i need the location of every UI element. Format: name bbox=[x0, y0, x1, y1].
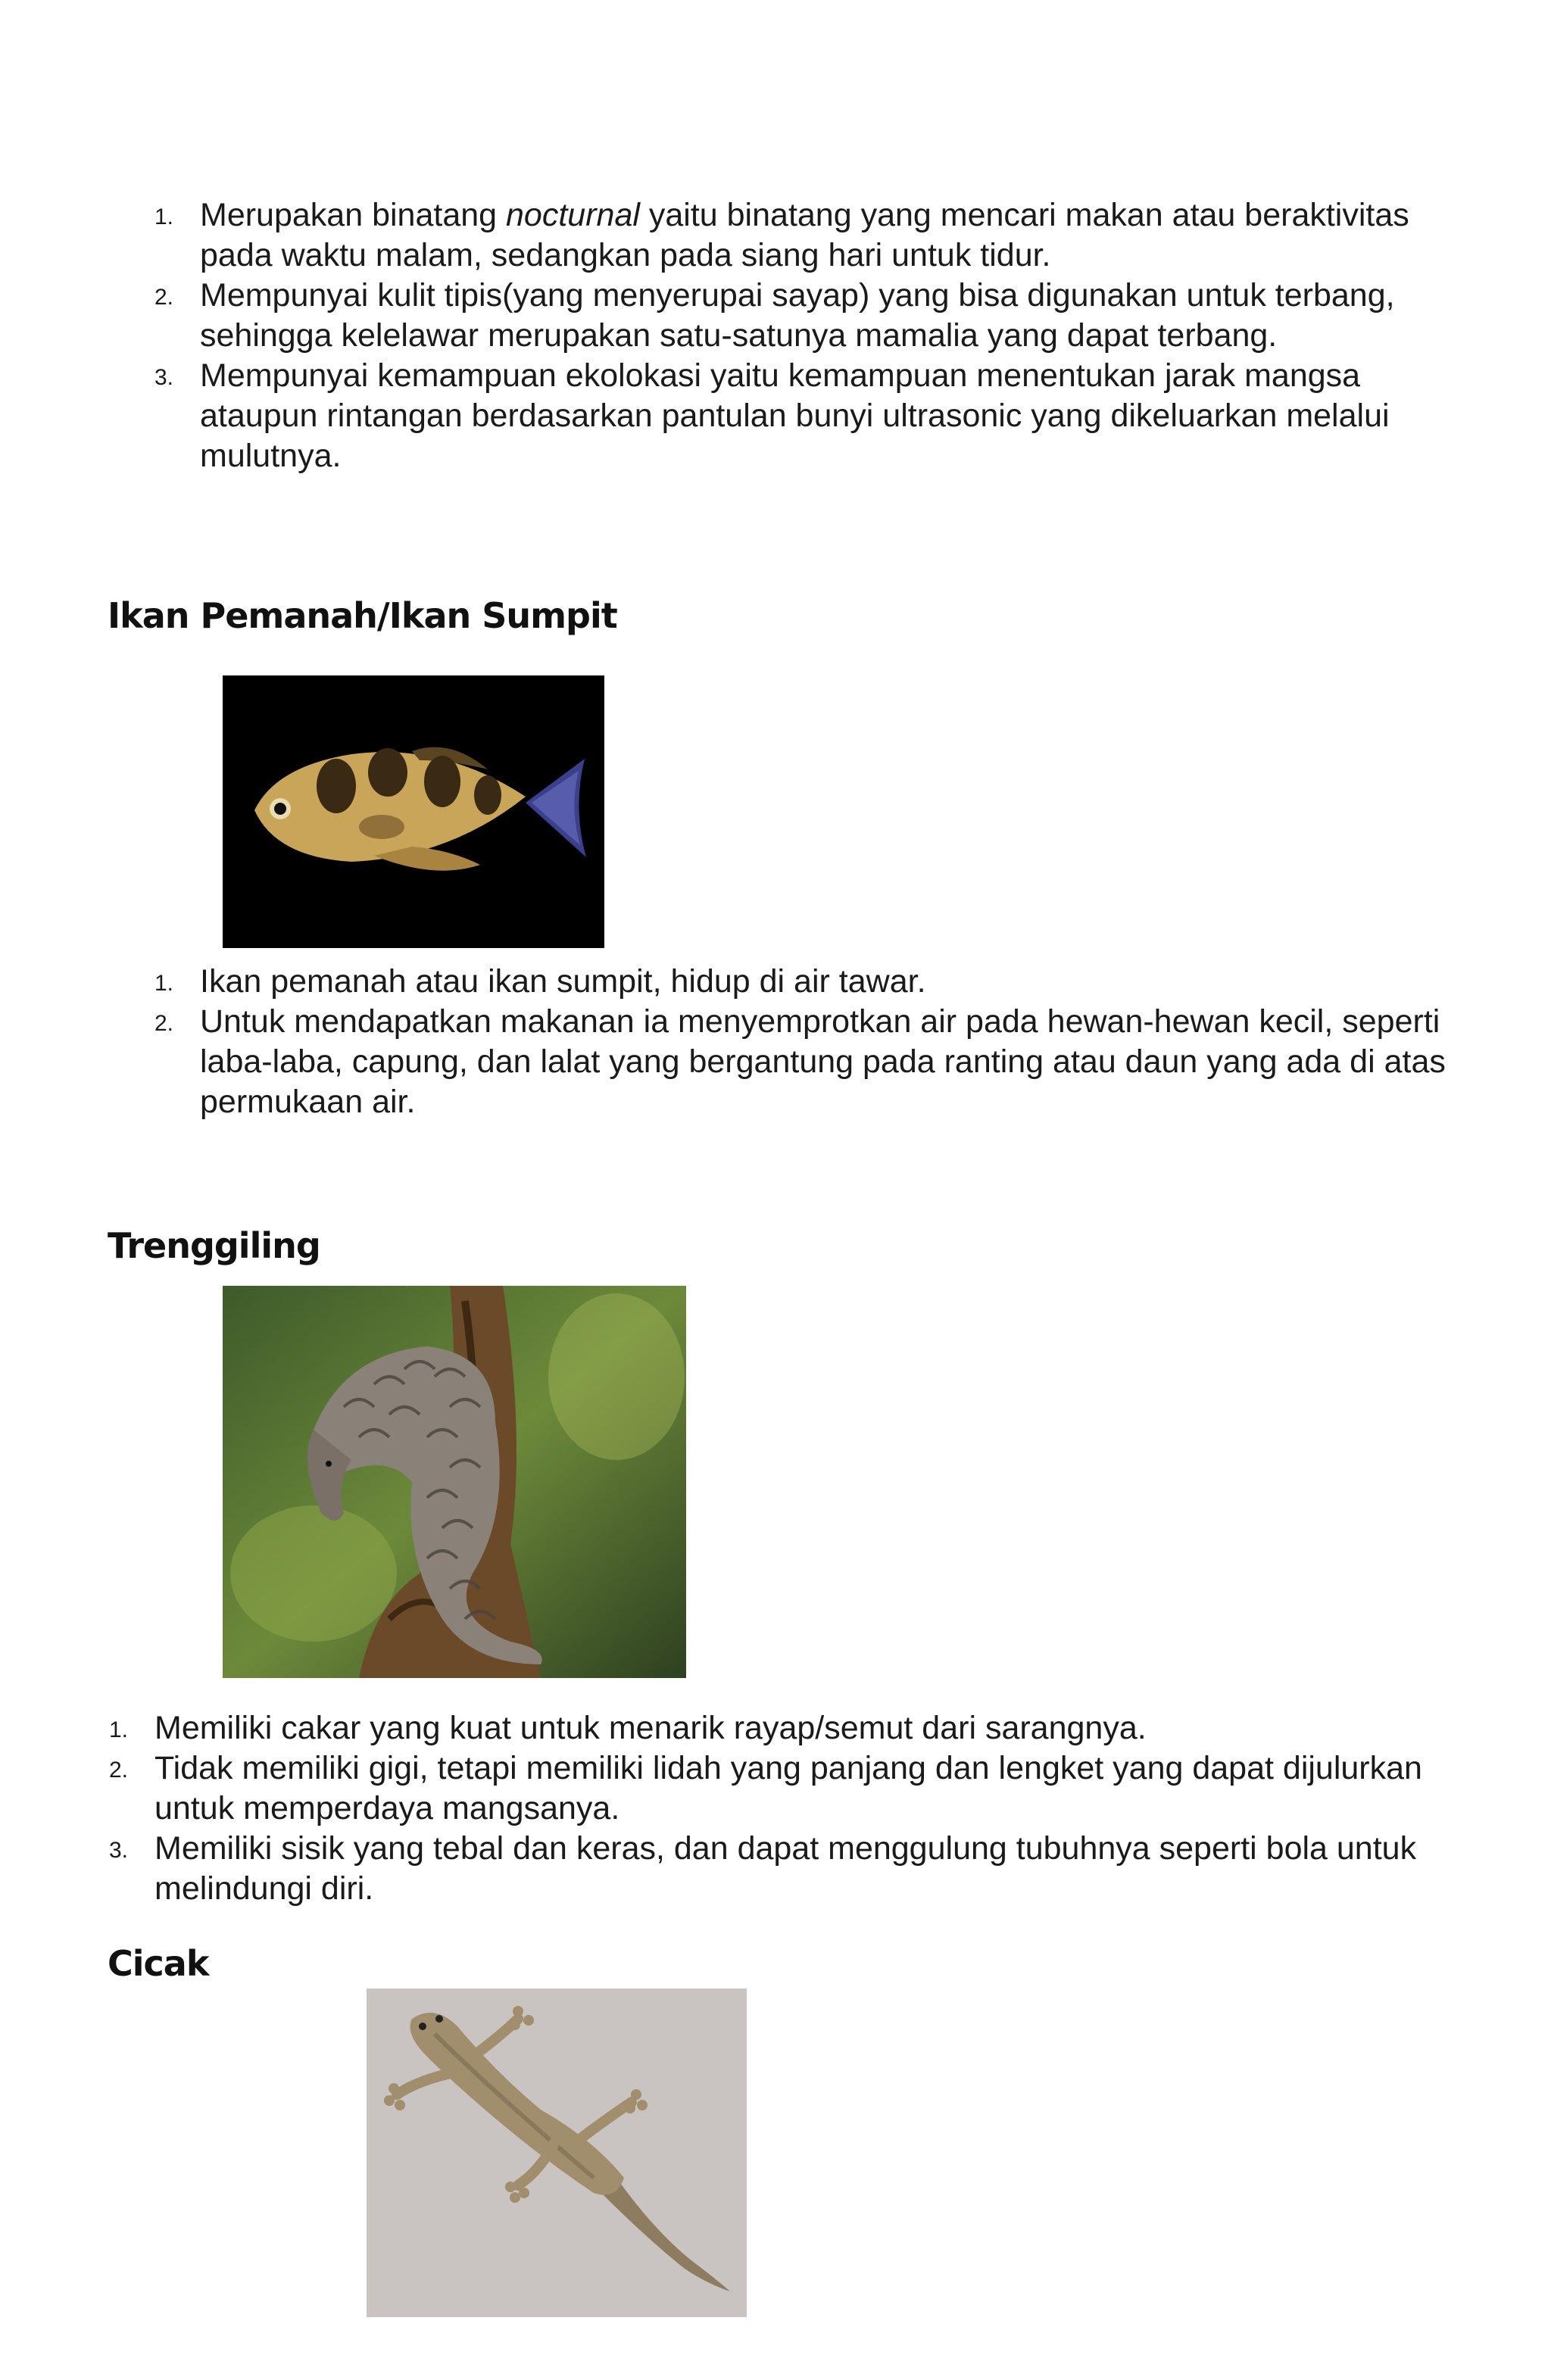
list-item bbox=[154, 356, 1472, 476]
gecko-photo bbox=[367, 1989, 747, 2317]
section-heading-gecko: Cicak bbox=[108, 1943, 209, 1984]
pangolin-traits-list bbox=[109, 1708, 1472, 1909]
list-number: 2. bbox=[154, 285, 174, 310]
section-heading-archerfish: Ikan Pemanah/Ikan Sumpit bbox=[108, 595, 617, 636]
list-item bbox=[154, 1002, 1472, 1122]
list-number: 2. bbox=[154, 1011, 174, 1036]
archerfish-traits-list bbox=[154, 962, 1472, 1122]
list-text-suffix: yaitu binatang yang mencari makan atau beraktivitas pada waktu malam, sedangkan pada siang hari untuk tidur. bbox=[200, 197, 1409, 273]
list-text: Memiliki cakar yang kuat untuk menarik rayap/semut dari sarangnya. bbox=[154, 1710, 1147, 1746]
list-item bbox=[109, 1829, 1472, 1909]
list-item bbox=[154, 195, 1472, 276]
bat-traits-list bbox=[154, 195, 1472, 476]
list-number: 1. bbox=[109, 1717, 129, 1742]
pangolin-photo bbox=[223, 1286, 686, 1678]
archerfish-photo bbox=[223, 675, 604, 948]
list-number: 1. bbox=[154, 204, 174, 229]
nocturnal-term: nocturnal bbox=[506, 197, 640, 233]
list-number: 3. bbox=[109, 1838, 129, 1863]
list-text: Memiliki sisik yang tebal dan keras, dan dapat menggulung tubuhnya seperti bola untuk melindungi diri. bbox=[154, 1830, 1417, 1907]
list-item bbox=[109, 1748, 1472, 1829]
list-number: 2. bbox=[109, 1758, 129, 1783]
list-text-prefix: Merupakan binatang bbox=[200, 197, 507, 233]
section-heading-pangolin: Trenggiling bbox=[108, 1225, 320, 1266]
list-text: Untuk mendapatkan makanan ia menyemprotkan air pada hewan-hewan kecil, seperti laba-laba, capung, dan lalat yang bergantung pada ranting atau daun yang ada di atas permukaan air. bbox=[200, 1003, 1446, 1120]
list-number: 1. bbox=[154, 971, 174, 996]
list-item bbox=[154, 962, 1472, 1002]
list-item bbox=[154, 276, 1472, 356]
list-text: Mempunyai kulit tipis(yang menyerupai sayap) yang bisa digunakan untuk terbang, sehingga kelelawar merupakan satu-satunya mamalia yang dapat terbang. bbox=[200, 277, 1395, 354]
list-item bbox=[109, 1708, 1472, 1748]
list-text: Tidak memiliki gigi, tetapi memiliki lidah yang panjang dan lengket yang dapat dijulurkan untuk memperdaya mangsanya. bbox=[154, 1750, 1422, 1826]
list-number: 3. bbox=[154, 365, 174, 390]
list-text: Mempunyai kemampuan ekolokasi yaitu kemampuan menentukan jarak mangsa ataupun rintangan berdasarkan pantulan bunyi ultrasonic yang dikeluarkan melalui mulutnya. bbox=[200, 357, 1390, 474]
list-text: Ikan pemanah atau ikan sumpit, hidup di air tawar. bbox=[200, 963, 926, 1000]
